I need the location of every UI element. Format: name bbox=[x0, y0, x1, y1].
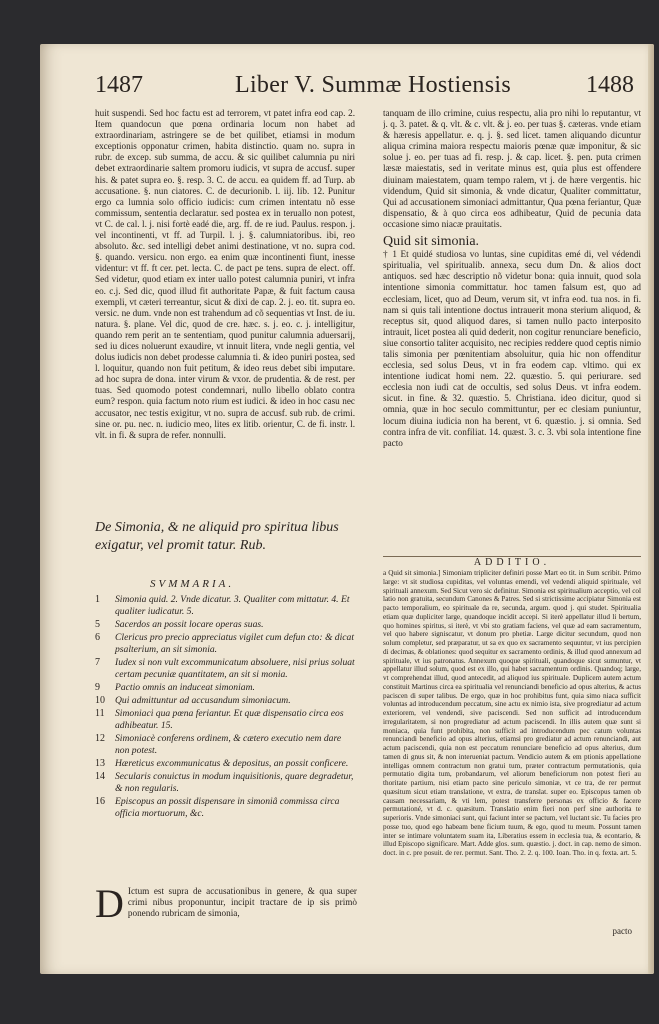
summaria-item bbox=[95, 682, 357, 694]
opening-paragraph bbox=[95, 881, 357, 926]
book-page bbox=[40, 44, 654, 974]
summaria-item-number: 6 bbox=[95, 632, 100, 643]
section-rubric-title: De Simonia, & ne aliquid pro spiritua libus exigatur, vel promit tatur. Rub. bbox=[95, 520, 339, 553]
summaria-item bbox=[95, 594, 357, 618]
summaria-item-text: Sacerdos an possit locare operas suas. bbox=[115, 619, 264, 630]
additio-heading: ADDITIO. bbox=[473, 557, 551, 568]
summaria-item-number: 9 bbox=[95, 682, 100, 693]
summaria-item bbox=[95, 796, 357, 820]
additio-note-text bbox=[383, 569, 641, 964]
additio-body: a Quid sit simonia.] Simoniam tripliciter definiri posse Mart eo tit. in Sum scribit. Primo large: vt sit studiosa cupiditas, vel voluntas emendi, vel vedendi aliquid spirituale, vel spirituali annexum. Sed Sicut vero sic definitur. Simonia est spiritualium acceptio, vel col latio non gratuita, secundum Canones & Patres. Sed si strictissime accipiatur Simonia est pacto temporalium, eo spirituale da re, secunda, argum. quod j. qui studet. Spiritualia etiam quæ dupliciter large, quandoque incidit accepi. Si iterè appellatur illud li bertum, quo homines spiritus, si iterè, vt vbi sto gratiam faciens, vel quæ ad eam sacramentum, vel quo habere signiscatur, vt donum pro phetiæ. Large dicitur secundum, quod non solum completur, sed præparatur, ut sa ex quo ex sacramento sequuntur, vt ius percipien di decimas, & oblationes: quod sequitur ex sacramento ordinis, & illud quod annexum ad spirituale, vt ius patronatus. Annexum quoque spirituali, quandoque sicut sumuntur, vt appellatur illud solum, quod est ex illo, qui habet sacramentum ordinis. Quandoq; large, vt comprehendat illud, quod antecedit, ad aliquod ius spirituale. Duplicem autem actum constituit Martinus circa ea spiritualia vel renunciandi beneficio ad opus alterius, & actus paciscen di super talibus. De ergo, quæ in hoc prohibitus funt, quia simo niaca sufficit voluntas ad introducendum peccatum, sine actu ex nimio ista, sive progrediatur ad actum exteriorem, vel vendendi, sive paciscendi. Sed non sufficit ad introducendum irregularitatem, si non progrediatur ad actum paciscendi. In illis autem quæ sunt si moniaca, quia funt prohibita, non sufficit ad introducendum pec catum voluntas renunciandi beneficio ad opus alterius, etiamsi pro grediatur ad actum renunciandi, aut actum paciscendi, quia non est peccatum renunciare beneficio ad opus alterius, dum tamen di gnus sit, & non interueniat pactum. Vendicio autem & em ptionis appellatione intelligas omnem contractum non gratui tum, præter contractum permutationis, quia permutatio digita tum, probandarum, vel aliorum beneficiorum non potest fieri au thoritate partium, nisi etiam pacto sine periculo simoniæ, vt ce tra, de rer permut quæsitum sicut etiam translatione, vt extra, de translat. super eo. Episcopus tamen ob causam necessariam, & vti lem, potest transferre personas ex officio & facere permutationé, vt d. c. quæsitum. Translatio enim fieri non perf sine authorita te superioris. Vnde simoniaci sunt, qui faciunt inter se pactum, vel luctant sic. Tu facies pro posse tuo, quod ego habeam bene ficium tuum, & ego, quod tu meum. Possunt tamen inter se intimare voluntatem suam ita, Liberatius essem in ecclesia tua, & econtario, & illud Episcopo significare. Mart. Adde glos. sum. quæstio. j. doct. in cap. nemo de simon. doct. in c. pre posuit. de rer. permut. Sant. Tho. 2. 2. q. 100. Ioan. Tho. in q. fexta. art. 5. bbox=[383, 569, 641, 857]
opening-text: Ictum est supra de accusationibus in genere, & qua super crimi nibus proponuntur, incipit tractare de ip sis primò ponendo rubricam de simonia, bbox=[127, 886, 357, 919]
summaria-item bbox=[95, 657, 357, 681]
drop-cap-letter: D bbox=[95, 881, 124, 926]
summaria-item bbox=[95, 708, 357, 732]
summaria-item-text: Clericus pro precio appreciatus vigilet cum defun cto: & dicat psalterium, an sit simonia. bbox=[115, 632, 354, 655]
summaria-item-text: Episcopus an possit dispensare in simoniâ commissa circa officia mortuorum, &c. bbox=[115, 796, 340, 819]
summaria-item-number: 7 bbox=[95, 657, 100, 668]
summaria-item-number: 13 bbox=[95, 758, 105, 769]
summaria-item bbox=[95, 758, 357, 770]
page-number-right: 1488 bbox=[586, 72, 634, 98]
summaria-item-number: 16 bbox=[95, 796, 105, 807]
summaria-item-number: 10 bbox=[95, 695, 105, 706]
summaria-item bbox=[95, 695, 357, 707]
summaria-item-text: Qui admittuntur ad accusandum simoniacum. bbox=[115, 695, 291, 706]
right-column-text bbox=[383, 108, 641, 553]
summaria-item-number: 1 bbox=[95, 594, 100, 605]
summaria-item-number: 5 bbox=[95, 619, 100, 630]
summaria-item-text: Simonia quid. 2. Vnde dicatur. 3. Qualiter com mittatur. 4. Et qualiter iudicatur. 5. bbox=[115, 594, 350, 617]
running-title: Liber V. Summæ Hostiensis bbox=[235, 72, 511, 98]
summaria-item-number: 14 bbox=[95, 771, 105, 782]
summaria-list bbox=[95, 594, 357, 821]
summaria-heading: SVMMARIA. bbox=[150, 578, 235, 590]
summaria-item-text: Hæreticus excommunicatus & depositus, an possit conficere. bbox=[115, 758, 349, 769]
subhead-quid-sit-simonia: Quid sit simonia. bbox=[383, 234, 480, 250]
summaria-item-text: Simoniacè conferens ordinem, & cætero executio nem dare non potest. bbox=[115, 733, 342, 756]
summaria-item-text: Pactio omnis an induceat simoniam. bbox=[115, 682, 255, 693]
summaria-item-number: 11 bbox=[95, 708, 105, 719]
catchword: pacto bbox=[612, 926, 632, 936]
summaria-item-text: Simoniaci qua pœna feriantur. Et quæ dispensatio circa eos adhibeatur. 15. bbox=[115, 708, 344, 731]
right-column-paragraph-top: tanquam de illo crimine, cuius respectu, alia pro nihi lo reputantur, vt j. q. 3. patet. & q. vlt. & c. vlt. & j. eo. per tuas §. cæteras. vnde etiam & hæresis appellatur. e. q. j. §. sed licet. tamen aliquando dicuntur aliqua crimina maiora respectu maioris pœnæ quæ imponitur, & sic solue j. eo. per tuas ad fi. resp. j. & cap. licet. §. pen. puta crimen læsæ maiestatis, sed in veritate minus est, quia plus est offendere diuinam maiestatem, quam tempo ralem, vt j. de hære vergentis. hic videndum, Quid sit simonia, & vnde dicatur, Qualiter committatur, Qui ad accusationem simoniaci admittantur, Qua pœna feriantur, Quæ dispensatio, & à quo circa eos adhibeatur, Quid de pecunia data occasione simo niacæ prauitatis. bbox=[383, 108, 641, 229]
summaria-item bbox=[95, 771, 357, 795]
summaria-item bbox=[95, 733, 357, 757]
left-column-paragraph: huit suspendi. Sed hoc factu est ad terrorem, vt patet infra eod cap. 2. Item quandocun que pœna ordinaria locum non habet ad extraordinariam, astringere se de bet quilibet, etiamsi in modum exceptionis opponatur crimen, habita distinctio. quam no. supra in rubr. de excep. sub summa, de accu. & sic quilibet calumnia pu niri debet extraordinarie saltem promoru iudicis, vt supra de accusf. super his. & patet supra eo. §. resp. 3. C. de accu. ea quidem ff. ad Turp. ab accusatione. §. nun ciatores. C. de decurionib. l. iij. lib. 12. Punitur ergo ca lumnia solo officio iudicis: cum crimen intentatu nõ esse commissum, sententia declaratur. sed postea ex in teruallo non potest, vt C. de cal. l. j. nisi fortè eadé die, arg. ff. de re iud. Paulus. respon. j. vel incontinenti, vt ff. ad Turpil. l. j. §. calumniatoribus. ibi, reo absoluto. &c. sed intelligi debet animi destinatione, vt no. supra cod. §. quando. versicu. non ergo. ea enim quæ incontinenti fiunt, inesse videntur: vt ff. ft cer. pet. lecta. C. de pact pe tens. supra de elect. off. Sed videtur, quod etiam ex inter uallo potest calumnia puniri, vt infra eo. c.j. Sed dic, quod illud fit authoritate Papæ, & fuit factum causa exempli, vt cæteri terreantur, sicut & dixi de cap. 2. j. eo. tit. supra eo. versic. ne dum. vnde non est trahendum ad cõ sequentias vt Inst. de iu. natura. §. plane. Vel dic, quod de cre. hæc. s. j. eo. c. j. intelligitur, quando rem perit an te sententiam, quod punitur calumnia aduersarij, sed iu dices noluerunt exaudire, vt innuit litera, vnde negli gentia, vel dolus iudicis non debet prodesse calumnia ti. & ideo puniri postea, sed l. loquitur, quando non fuit petitum, & ideo reus debet sibi imputare. ad hoc supra de dona. inter virum & vxor. de prudentia. & de rest. per tuas. Sed quomodo potest condemnari, nullo libello oblato contra eum? respon. quia factum noto rium est iudici. & ideo in hoc casu nec accusator, nec testis exigitur, vt no. supra de accusf. sub rub. de crimi. sine or. pu. nec. n. iudicio meo, lites ex litib. orientur, C. de fi. instr. l. vlt. in fi. & supra de refer. nonnulli. bbox=[95, 108, 355, 440]
running-header bbox=[40, 72, 654, 112]
summaria-item bbox=[95, 619, 357, 631]
summaria-item-text: Iudex si non vult excommunicatum absoluere, nisi prius soluat certam pecuniæ quantitatem, an sit si monia. bbox=[115, 657, 355, 680]
summaria-item-text: Secularis conuictus in modum inquisitionis, quare degradetur, & non regularis. bbox=[115, 771, 354, 794]
right-column-paragraph-body: † 1 Et quidé studiosa vo luntas, sine cupiditas emé di, vel védendi spiritualia, vel spiritualib. annexa, secu dum Dn. & alios doct antiquos. sed hæc descriptio nõ videtur bona: quia innuit, quod sola intentione simonia committatur. hoc tamen falsum est, quo ad ecclesiam, licet, quo ad Deum, verum sit, vt infra eod. tua nos. in fi. nam si quis tali intentione doctus intrauerit mona sterium aliquod, & receptus sit, quod aliquod dares, si tamen nullo pacto interposito intrauit, licet postea ali quid dederit, non cogitur renunciare beneficio, siue consortio taliter acquisito, nec recipies reddere quod ceptis nimio talis simonia per pœnitentiam absoluitur, quia hic non offenditur ecclesia, sed solus Deus, vt in fra eodem cap. vltimo. qui ex intentione iudicat homi nem. 22. quæstio. 5. qui periurare. sed ecclesia non iudi cat de occultis, sed solus Deus. vt infra eodem. sicut. in fine. & 32. quæstio. 5. Christiana. ideo dicitur, quod si omnia, quæ in hoc seculo committuntur, per ec clesiam puniuntur, locum diuina iudicia non ha berent, vt 6. quæstio. j. si omnia. Sed contra infra de vit. confiliat. 14. quæst. 3. c. 3. vbi sola intentione fine pacto bbox=[383, 249, 641, 448]
summaria-item bbox=[95, 632, 357, 656]
left-column-text bbox=[95, 108, 355, 508]
page-number-left: 1487 bbox=[95, 72, 143, 98]
page-edge bbox=[648, 44, 654, 974]
summaria-item-number: 12 bbox=[95, 733, 105, 744]
